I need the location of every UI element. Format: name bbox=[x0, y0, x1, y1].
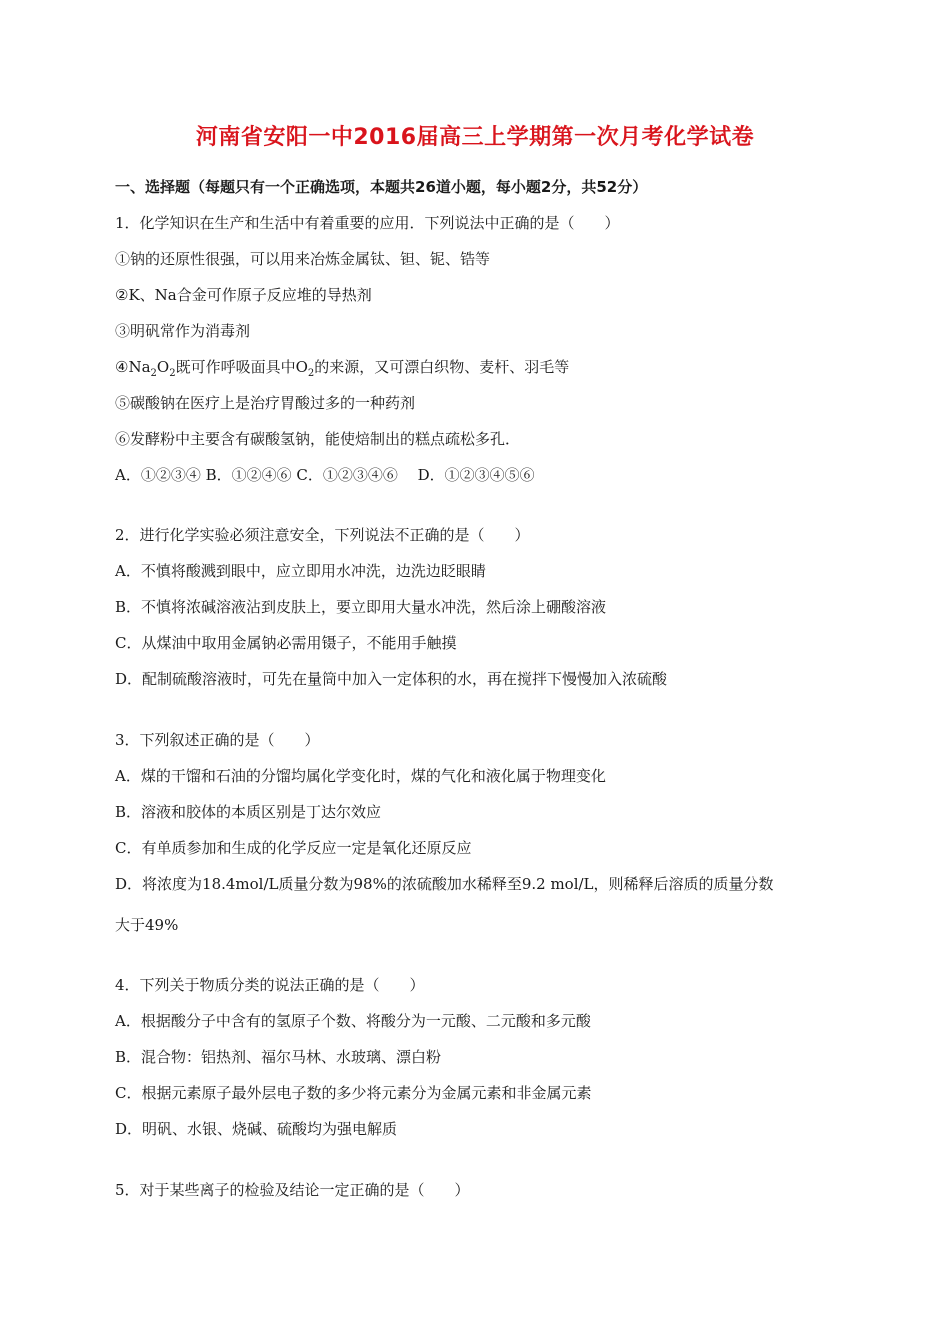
section-heading: 一、选择题（每题只有一个正确选项，本题共26道小题，每小题2分，共52分） bbox=[115, 178, 648, 196]
question-4-option-c: C．根据元素原子最外层电子数的多少将元素分为金属元素和非金属元素 bbox=[115, 1084, 592, 1102]
question-4-option-b: B．混合物：铝热剂、福尔马林、水玻璃、漂白粉 bbox=[115, 1048, 442, 1066]
question-1-statement-1: ①钠的还原性很强，可以用来冶炼金属钛、钽、铌、锆等 bbox=[115, 250, 491, 268]
question-1-statement-3: ③明矾常作为消毒剂 bbox=[115, 322, 251, 340]
question-4-option-d: D．明矾、水银、烧碱、硫酸均为强电解质 bbox=[115, 1120, 398, 1138]
question-2-stem: 2．进行化学实验必须注意安全，下列说法不正确的是（ ） bbox=[115, 526, 530, 544]
question-3-option-d: D．将浓度为18.4mol/L质量分数为98%的浓硫酸加水稀释至9.2 mol/L，则稀释后溶质的质量分数 bbox=[115, 875, 774, 893]
question-2-option-b: B．不慎将浓碱溶液沾到皮肤上，要立即用大量水冲洗，然后涂上硼酸溶液 bbox=[115, 598, 607, 616]
question-3-option-a: A．煤的干馏和石油的分馏均属化学变化时，煤的气化和液化属于物理变化 bbox=[115, 767, 606, 785]
page-title: 河南省安阳一中2016届高三上学期第一次月考化学试卷 bbox=[195, 125, 755, 150]
question-1-stem: 1．化学知识在生产和生活中有着重要的应用．下列说法中正确的是（ ） bbox=[115, 214, 620, 232]
question-5-stem: 5．对于某些离子的检验及结论一定正确的是（ ） bbox=[115, 1181, 470, 1199]
question-1-options: A．①②③④ B．①②④⑥ C．①②③④⑥ D．①②③④⑤⑥ bbox=[115, 466, 535, 484]
question-1-statement-6: ⑥发酵粉中主要含有碳酸氢钠，能使焙制出的糕点疏松多孔． bbox=[115, 430, 521, 448]
question-3-stem: 3．下列叙述正确的是（ ） bbox=[115, 731, 320, 749]
question-3-option-d-continued: 大于49% bbox=[115, 916, 179, 934]
question-1-statement-5: ⑤碳酸钠在医疗上是治疗胃酸过多的一种药剂 bbox=[115, 394, 416, 412]
question-3-option-c: C．有单质参加和生成的化学反应一定是氧化还原反应 bbox=[115, 839, 472, 857]
question-2-option-d: D．配制硫酸溶液时，可先在量筒中加入一定体积的水，再在搅拌下慢慢加入浓硫酸 bbox=[115, 670, 668, 688]
question-4-option-a: A．根据酸分子中含有的氢原子个数、将酸分为一元酸、二元酸和多元酸 bbox=[115, 1012, 591, 1030]
question-2-option-c: C．从煤油中取用金属钠必需用镊子，不能用手触摸 bbox=[115, 634, 457, 652]
question-3-option-b: B．溶液和胶体的本质区别是丁达尔效应 bbox=[115, 803, 382, 821]
question-4-stem: 4．下列关于物质分类的说法正确的是（ ） bbox=[115, 976, 425, 994]
question-1-statement-4: $④Na_2O_2$既可作呼吸面具中$O_2$的来源，又可漂白织物、麦杆、羽毛等 bbox=[115, 358, 570, 379]
question-2-option-a: A．不慎将酸溅到眼中，应立即用水冲洗，边洗边眨眼睛 bbox=[115, 562, 486, 580]
question-1-statement-2: ②K、Na合金可作原子反应堆的导热剂 bbox=[115, 286, 372, 304]
